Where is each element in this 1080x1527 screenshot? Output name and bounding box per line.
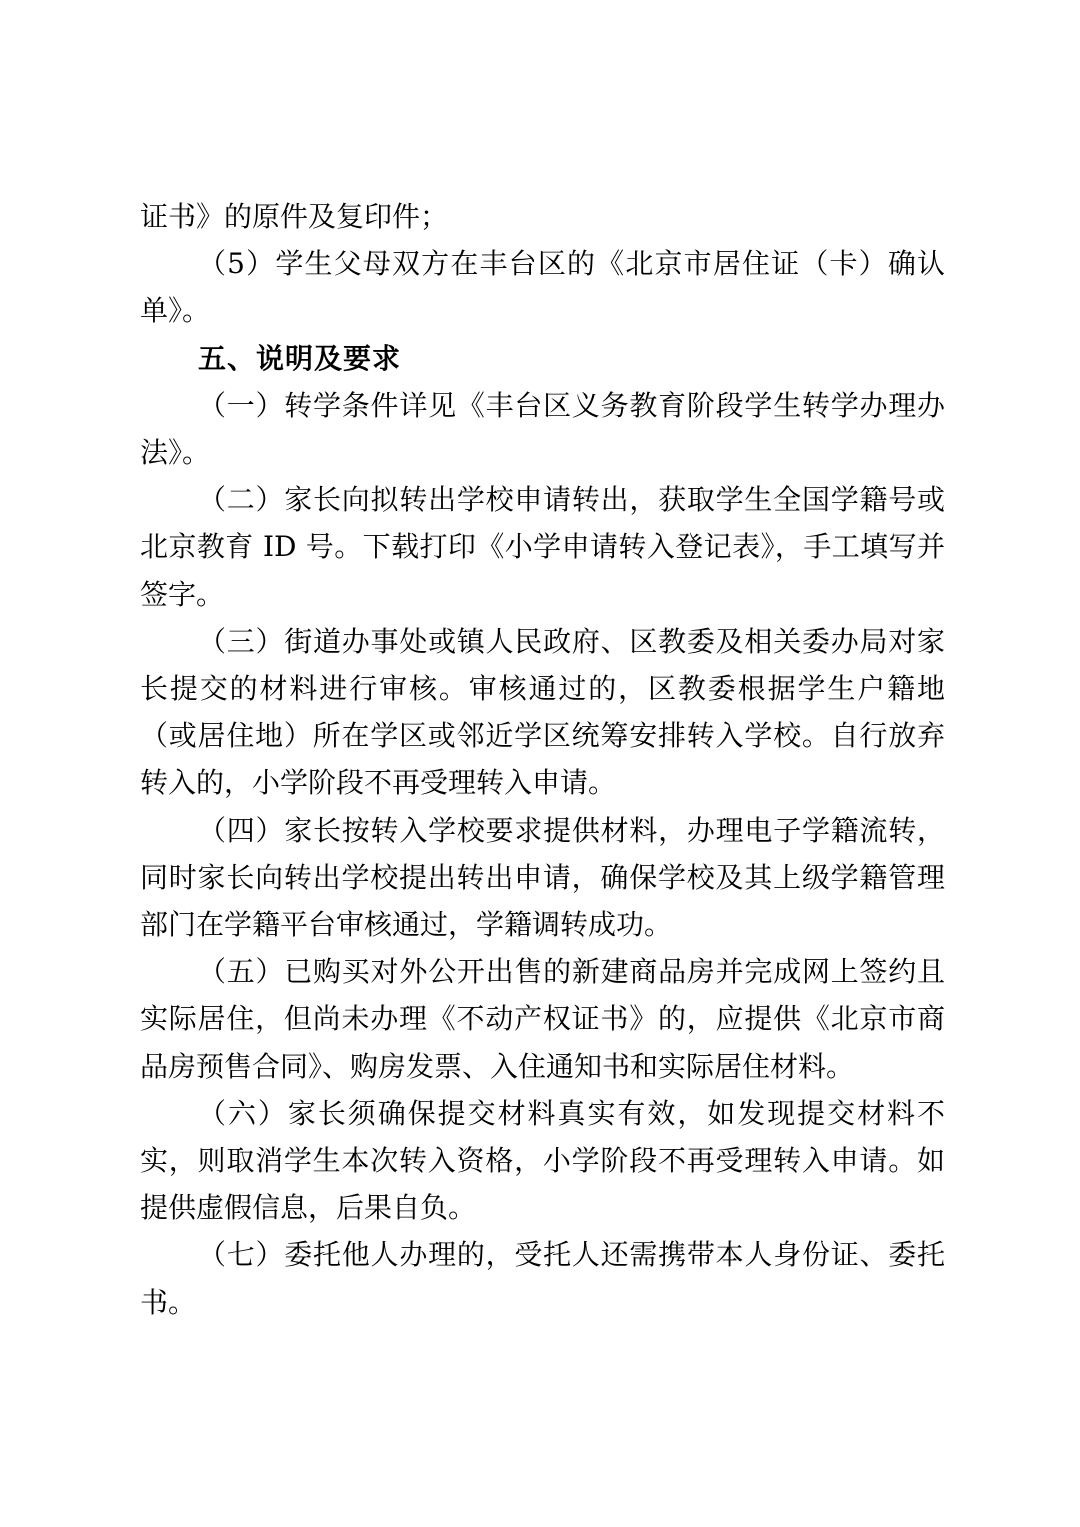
section-heading: 五、说明及要求 [198, 341, 402, 375]
paragraph-6: （六）家长须确保提交材料真实有效，如发现提交材料不实，则取消学生本次转入资格，小学阶段不再受理转入申请。如提供虚假信息，后果自负。 [140, 1096, 945, 1225]
paragraph-5: （五）已购买对外公开出售的新建商品房并完成网上签约且实际居住，但尚未办理《不动产权证书》的，应提供《北京市商品房预售合同》、购房发票、入住通知书和实际居住材料。 [140, 955, 945, 1083]
paragraph-1: （一）转学条件详见《丰台区义务教育阶段学生转学办理办法》。 [140, 388, 945, 470]
item-5: （5）学生父母双方在丰台区的《北京市居住证（卡）确认单》。 [140, 247, 945, 328]
paragraph-4: （四）家长按转入学校要求提供材料，办理电子学籍流转，同时家长向转出学校提出转出申请，确保学校及其上级学籍管理部门在学籍平台审核通过，学籍调转成功。 [140, 813, 945, 942]
document-page [140, 193, 945, 1326]
continuation-line: 证书》的原件及复印件； [140, 200, 449, 233]
paragraph-7: （七）委托他人办理的，受托人还需携带本人身份证、委托书。 [140, 1238, 945, 1319]
paragraph-3: （三）街道办事处或镇人民政府、区教委及相关委办局对家长提交的材料进行审核。审核通过的，区教委根据学生户籍地（或居住地）所在学区或邻近学区统筹安排转入学校。自行放弃转入的，小学阶段不再受理转入申请。 [140, 624, 945, 800]
paragraph-2: （二）家长向拟转出学校申请转出，获取学生全国学籍号或北京教育 ID 号。下载打印《小学申请转入登记表》，手工填写并签字。 [140, 483, 945, 611]
